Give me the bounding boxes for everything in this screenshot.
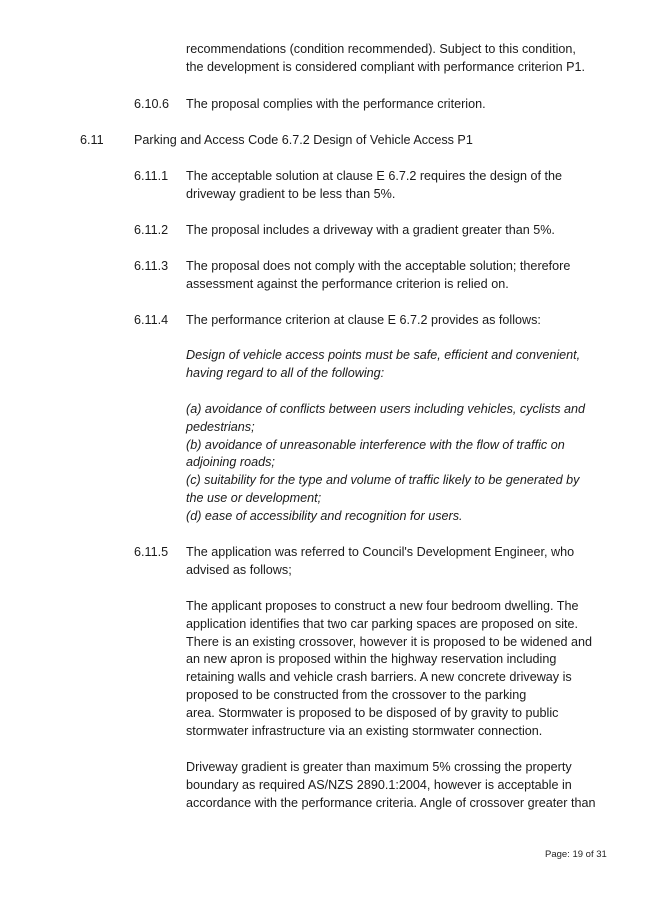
- text-line: The applicant proposes to construct a new four bedroom dwelling. The: [186, 599, 579, 613]
- text-line: the use or development;: [186, 490, 322, 505]
- section-heading-title: Parking and Access Code 6.7.2 Design of Vehicle Access P1: [134, 133, 473, 147]
- text-line: (c) suitability for the type and volume of traffic likely to be generated by: [186, 473, 580, 488]
- text-line: The proposal does not comply with the acceptable solution; therefore: [186, 259, 571, 273]
- section-text: [186, 544, 574, 580]
- text-line: advised as follows;: [186, 562, 292, 577]
- text-line: recommendations (condition recommended). Subject to this condition,: [186, 42, 576, 56]
- section-number: 6.11.5: [134, 545, 169, 559]
- text-line: (a) avoidance of conflicts between users including vehicles, cyclists and: [186, 402, 586, 416]
- text-line: the development is considered compliant with performance criterion P1.: [186, 59, 586, 74]
- text-line: There is an existing crossover, however it is proposed to be widened and: [186, 634, 593, 649]
- criterion-list: [186, 401, 585, 526]
- engineer-paragraph: [186, 759, 596, 812]
- section-number: 6.11.4: [134, 313, 169, 327]
- text-line: Design of vehicle access points must be safe, efficient and convenient,: [186, 348, 581, 362]
- section-text: The proposal complies with the performance criterion.: [186, 97, 486, 111]
- text-line: The application was referred to Council's Development Engineer, who: [186, 545, 575, 559]
- text-line: retaining walls and vehicle crash barriers. A new concrete driveway is: [186, 670, 572, 685]
- text-line: adjoining roads;: [186, 455, 275, 470]
- text-line: stormwater infrastructure via an existing stormwater connection.: [186, 723, 543, 738]
- text-line: driveway gradient to be less than 5%.: [186, 186, 396, 201]
- text-line: Driveway gradient is greater than maximum 5% crossing the property: [186, 760, 572, 774]
- text-line: boundary as required AS/NZS 2890.1:2004, however is acceptable in: [186, 777, 572, 792]
- text-line: (b) avoidance of unreasonable interference with the flow of traffic on: [186, 437, 565, 452]
- engineer-paragraph: [186, 598, 592, 740]
- page-number: Page: 19 of 31: [545, 849, 607, 860]
- text-line: The acceptable solution at clause E 6.7.2 requires the design of the: [186, 169, 562, 183]
- section-number: 6.11.1: [134, 169, 169, 183]
- text-line: accordance with the performance criteria. Angle of crossover greater than: [186, 795, 596, 810]
- section-text: The performance criterion at clause E 6.7.2 provides as follows:: [186, 313, 541, 327]
- text-line: proposed to be constructed from the crossover to the parking: [186, 687, 527, 702]
- text-line: application identifies that two car parking spaces are proposed on site.: [186, 616, 579, 631]
- text-line: area. Stormwater is proposed to be disposed of by gravity to public: [186, 705, 559, 720]
- section-number: 6.11.2: [134, 223, 169, 237]
- section-text: [186, 168, 562, 204]
- section-text: The proposal includes a driveway with a gradient greater than 5%.: [186, 223, 555, 237]
- text-line: (d) ease of accessibility and recognition for users.: [186, 508, 463, 523]
- section-number: 6.11.3: [134, 259, 169, 273]
- section-number: 6.10.6: [134, 97, 170, 111]
- text-line: pedestrians;: [186, 419, 255, 434]
- text-line: having regard to all of the following:: [186, 365, 385, 380]
- text-line: assessment against the performance criterion is relied on.: [186, 276, 509, 291]
- section-text: [186, 258, 570, 294]
- section-heading-number: 6.11: [80, 133, 104, 147]
- intro-paragraph: [186, 41, 585, 77]
- text-line: an new apron is proposed within the highway reservation including: [186, 652, 557, 667]
- criterion-intro: [186, 347, 580, 383]
